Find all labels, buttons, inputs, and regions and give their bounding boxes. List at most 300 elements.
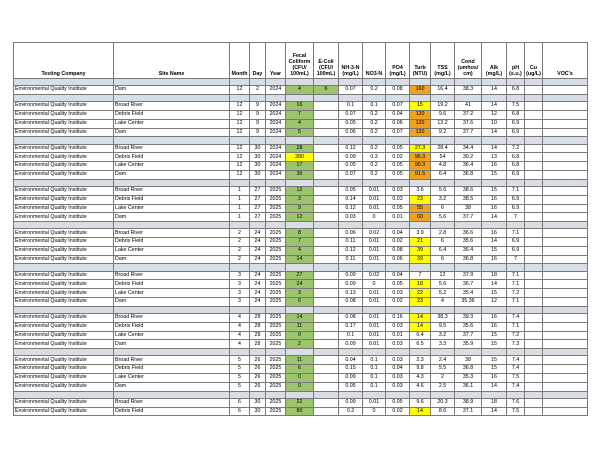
table-cell[interactable]: 0 [363, 280, 386, 289]
table-cell[interactable] [543, 271, 588, 280]
table-cell[interactable] [314, 204, 339, 213]
table-cell[interactable]: Debris Field [114, 407, 230, 416]
table-cell[interactable]: 0.01 [363, 289, 386, 298]
table-cell[interactable]: 0.1 [363, 356, 386, 365]
table-cell[interactable]: 2025 [266, 289, 286, 298]
table-cell[interactable]: Environmental Quality Institute [14, 195, 114, 204]
table-cell[interactable]: 6.9 [507, 246, 525, 255]
table-cell[interactable]: 0.01 [363, 340, 386, 349]
table-cell[interactable]: Environmental Quality Institute [14, 255, 114, 264]
table-cell[interactable] [314, 102, 339, 111]
table-cell[interactable]: 2 [230, 255, 250, 264]
table-cell[interactable] [543, 195, 588, 204]
table-cell[interactable]: 28 [250, 331, 266, 340]
table-cell[interactable]: 0.02 [386, 153, 410, 162]
table-cell[interactable]: 4 [286, 119, 314, 128]
table-cell[interactable]: 7.5 [507, 407, 525, 416]
table-cell[interactable]: 18 [482, 398, 507, 407]
table-cell[interactable]: 7.5 [507, 374, 525, 383]
table-cell[interactable] [543, 213, 588, 222]
table-cell[interactable]: 15 [482, 331, 507, 340]
table-cell[interactable]: 0.01 [363, 314, 386, 323]
table-cell[interactable]: Dam [114, 255, 230, 264]
table-cell[interactable] [314, 382, 339, 391]
table-cell[interactable]: 6.9 [507, 128, 525, 137]
table-cell[interactable]: 13.2 [431, 119, 455, 128]
table-cell[interactable]: 30 [250, 144, 266, 153]
table-cell[interactable]: 12 [230, 170, 250, 179]
table-cell[interactable] [314, 398, 339, 407]
table-cell[interactable]: 2024 [266, 162, 286, 171]
table-cell[interactable] [525, 119, 543, 128]
table-cell[interactable]: 35.6 [455, 238, 482, 247]
table-cell[interactable] [543, 365, 588, 374]
table-cell[interactable]: 38 [455, 204, 482, 213]
table-cell[interactable]: 14 [286, 314, 314, 323]
table-cell[interactable]: Lake Center [114, 331, 230, 340]
table-cell[interactable] [543, 162, 588, 171]
table-cell[interactable]: 12 [230, 128, 250, 137]
table-cell[interactable]: 36 [286, 170, 314, 179]
table-cell[interactable]: 0.12 [339, 204, 363, 213]
table-cell[interactable]: 16 [286, 102, 314, 111]
table-cell[interactable]: 2025 [266, 331, 286, 340]
table-cell[interactable]: 2 [230, 246, 250, 255]
table-cell[interactable]: 0.05 [386, 162, 410, 171]
table-cell[interactable]: 80 [286, 407, 314, 416]
table-cell[interactable]: 280 [286, 153, 314, 162]
table-cell[interactable] [543, 356, 588, 365]
table-cell[interactable]: 18 [482, 271, 507, 280]
table-cell[interactable]: 14 [286, 255, 314, 264]
table-cell[interactable]: 9 [286, 204, 314, 213]
table-cell[interactable]: 0.01 [363, 322, 386, 331]
table-cell[interactable]: Environmental Quality Institute [14, 213, 114, 222]
table-cell[interactable]: 0.06 [386, 255, 410, 264]
table-cell[interactable]: Environmental Quality Institute [14, 144, 114, 153]
table-cell[interactable]: 6.9 [507, 238, 525, 247]
table-cell[interactable]: 0.04 [386, 229, 410, 238]
table-cell[interactable]: 2 [431, 374, 455, 383]
table-cell[interactable]: 38 [455, 356, 482, 365]
table-cell[interactable]: 23 [410, 298, 431, 307]
table-cell[interactable]: 12 [286, 186, 314, 195]
table-cell[interactable]: 6.8 [507, 110, 525, 119]
table-cell[interactable] [314, 162, 339, 171]
table-cell[interactable] [525, 255, 543, 264]
table-cell[interactable]: 0.01 [386, 213, 410, 222]
table-cell[interactable]: 6 [431, 255, 455, 264]
table-cell[interactable]: Environmental Quality Institute [14, 365, 114, 374]
table-cell[interactable]: 2024 [266, 110, 286, 119]
table-cell[interactable]: 5 [230, 356, 250, 365]
table-cell[interactable]: 55 [410, 204, 431, 213]
table-cell[interactable] [314, 170, 339, 179]
table-cell[interactable]: 7.2 [507, 289, 525, 298]
table-cell[interactable] [314, 298, 339, 307]
table-cell[interactable]: Lake Center [114, 204, 230, 213]
table-cell[interactable]: 2025 [266, 186, 286, 195]
table-cell[interactable]: 12 [230, 110, 250, 119]
table-cell[interactable]: Environmental Quality Institute [14, 356, 114, 365]
table-cell[interactable]: Environmental Quality Institute [14, 102, 114, 111]
table-cell[interactable]: Environmental Quality Institute [14, 119, 114, 128]
table-cell[interactable] [314, 331, 339, 340]
table-cell[interactable]: Dam [114, 213, 230, 222]
table-cell[interactable]: 24 [250, 229, 266, 238]
table-cell[interactable]: 9.6 [410, 398, 431, 407]
table-cell[interactable] [525, 382, 543, 391]
table-cell[interactable]: 0.03 [386, 340, 410, 349]
table-cell[interactable] [314, 314, 339, 323]
table-cell[interactable]: 12 [431, 271, 455, 280]
table-cell[interactable] [525, 374, 543, 383]
table-cell[interactable]: 12 [482, 110, 507, 119]
table-cell[interactable]: Dam [114, 298, 230, 307]
table-cell[interactable] [525, 153, 543, 162]
table-cell[interactable]: 0.09 [339, 280, 363, 289]
table-cell[interactable] [314, 213, 339, 222]
table-cell[interactable]: 7.1 [507, 186, 525, 195]
table-cell[interactable]: 24 [250, 246, 266, 255]
table-cell[interactable] [525, 229, 543, 238]
table-cell[interactable]: 4 [286, 246, 314, 255]
table-cell[interactable]: 0.02 [363, 229, 386, 238]
table-cell[interactable]: Dam [114, 340, 230, 349]
table-cell[interactable]: 6 [230, 407, 250, 416]
table-cell[interactable]: 35.6 [455, 322, 482, 331]
table-cell[interactable]: 120 [410, 128, 431, 137]
table-cell[interactable]: Environmental Quality Institute [14, 322, 114, 331]
table-cell[interactable]: 7.1 [507, 229, 525, 238]
table-cell[interactable] [525, 365, 543, 374]
table-cell[interactable]: 54 [431, 153, 455, 162]
table-cell[interactable]: 37.9 [455, 271, 482, 280]
table-cell[interactable]: 12 [230, 153, 250, 162]
table-cell[interactable]: 0.07 [339, 86, 363, 95]
table-cell[interactable] [543, 186, 588, 195]
table-cell[interactable]: 6.8 [507, 86, 525, 95]
table-cell[interactable]: 14 [410, 314, 431, 323]
table-cell[interactable]: 36.4 [455, 162, 482, 171]
table-cell[interactable] [525, 340, 543, 349]
table-cell[interactable]: 5 [230, 374, 250, 383]
table-cell[interactable]: 30 [250, 170, 266, 179]
table-cell[interactable]: 7.2 [507, 144, 525, 153]
table-cell[interactable]: 38.3 [455, 86, 482, 95]
table-cell[interactable]: 0.08 [386, 86, 410, 95]
table-cell[interactable]: Environmental Quality Institute [14, 340, 114, 349]
table-cell[interactable]: 5.6 [431, 280, 455, 289]
table-cell[interactable]: 37.7 [455, 331, 482, 340]
table-cell[interactable]: Environmental Quality Institute [14, 204, 114, 213]
table-cell[interactable] [543, 229, 588, 238]
table-cell[interactable]: 3 [286, 195, 314, 204]
table-cell[interactable]: 3 [230, 289, 250, 298]
table-cell[interactable]: 7 [286, 238, 314, 247]
table-cell[interactable]: 2024 [266, 128, 286, 137]
table-cell[interactable] [543, 382, 588, 391]
table-cell[interactable] [314, 280, 339, 289]
table-cell[interactable]: Environmental Quality Institute [14, 280, 114, 289]
table-cell[interactable]: 0.1 [363, 382, 386, 391]
table-cell[interactable]: 120 [410, 119, 431, 128]
table-cell[interactable]: Debris Field [114, 238, 230, 247]
table-cell[interactable]: 0.15 [339, 365, 363, 374]
table-cell[interactable]: 0.04 [386, 110, 410, 119]
table-cell[interactable] [314, 246, 339, 255]
table-cell[interactable]: 27 [250, 186, 266, 195]
table-cell[interactable]: 2024 [266, 170, 286, 179]
table-cell[interactable]: 0.08 [386, 246, 410, 255]
table-cell[interactable]: 9 [250, 102, 266, 111]
table-cell[interactable] [525, 162, 543, 171]
table-cell[interactable]: 2025 [266, 356, 286, 365]
table-cell[interactable]: 14 [482, 213, 507, 222]
table-cell[interactable]: 6 [314, 86, 339, 95]
table-cell[interactable]: 0.11 [339, 238, 363, 247]
table-cell[interactable]: 15 [410, 102, 431, 111]
table-cell[interactable]: 0.04 [339, 356, 363, 365]
table-cell[interactable]: 3 [230, 271, 250, 280]
table-cell[interactable]: 6.8 [507, 153, 525, 162]
table-cell[interactable]: 0.05 [339, 186, 363, 195]
table-cell[interactable]: 27 [250, 195, 266, 204]
table-cell[interactable]: Broad River [114, 398, 230, 407]
table-cell[interactable]: 0.03 [386, 186, 410, 195]
table-cell[interactable]: 27 [250, 204, 266, 213]
table-cell[interactable]: 36.8 [455, 255, 482, 264]
table-cell[interactable] [525, 195, 543, 204]
table-cell[interactable]: 17 [286, 162, 314, 171]
table-cell[interactable]: 38.9 [455, 398, 482, 407]
table-cell[interactable]: 7.3 [507, 340, 525, 349]
table-cell[interactable]: 0.04 [386, 271, 410, 280]
table-cell[interactable] [543, 374, 588, 383]
table-cell[interactable]: 4.8 [431, 162, 455, 171]
table-cell[interactable]: 5.2 [431, 289, 455, 298]
table-cell[interactable]: 4 [431, 298, 455, 307]
table-cell[interactable]: 2025 [266, 255, 286, 264]
table-cell[interactable] [543, 204, 588, 213]
table-cell[interactable]: 96.3 [410, 153, 431, 162]
table-cell[interactable]: 7.1 [507, 322, 525, 331]
table-cell[interactable]: 1 [230, 186, 250, 195]
table-cell[interactable]: 35.4 [455, 289, 482, 298]
table-cell[interactable]: 8.6 [431, 407, 455, 416]
table-cell[interactable]: Environmental Quality Institute [14, 170, 114, 179]
table-cell[interactable]: 38.6 [455, 186, 482, 195]
table-cell[interactable]: 27 [250, 213, 266, 222]
table-cell[interactable]: 2 [230, 229, 250, 238]
table-cell[interactable]: 22 [286, 398, 314, 407]
table-cell[interactable]: 38.3 [431, 314, 455, 323]
table-cell[interactable]: 30 [250, 398, 266, 407]
table-cell[interactable]: 30 [250, 162, 266, 171]
table-cell[interactable]: 0.2 [339, 407, 363, 416]
table-cell[interactable] [543, 340, 588, 349]
table-cell[interactable]: 11 [286, 356, 314, 365]
table-cell[interactable]: 0.14 [339, 195, 363, 204]
table-cell[interactable]: Environmental Quality Institute [14, 289, 114, 298]
table-cell[interactable]: 0.09 [339, 271, 363, 280]
table-cell[interactable]: 0 [363, 407, 386, 416]
table-cell[interactable]: 28 [286, 144, 314, 153]
table-cell[interactable]: 7 [286, 110, 314, 119]
table-cell[interactable]: Environmental Quality Institute [14, 374, 114, 383]
table-cell[interactable]: 35.3 [455, 374, 482, 383]
table-cell[interactable]: 15 [482, 170, 507, 179]
table-cell[interactable]: 0 [286, 331, 314, 340]
table-cell[interactable]: 0.02 [363, 271, 386, 280]
table-cell[interactable]: 12 [230, 162, 250, 171]
table-cell[interactable]: Dam [114, 86, 230, 95]
table-cell[interactable]: Environmental Quality Institute [14, 407, 114, 416]
table-cell[interactable]: 6.9 [507, 170, 525, 179]
table-cell[interactable] [543, 170, 588, 179]
table-cell[interactable]: 39 [410, 255, 431, 264]
table-cell[interactable] [543, 246, 588, 255]
table-cell[interactable]: 30 [250, 153, 266, 162]
table-cell[interactable]: 90.3 [410, 162, 431, 171]
table-cell[interactable]: 16 [482, 374, 507, 383]
table-cell[interactable]: 24 [286, 280, 314, 289]
table-cell[interactable]: 9 [250, 128, 266, 137]
table-cell[interactable]: 0 [363, 213, 386, 222]
table-cell[interactable]: 36.8 [455, 365, 482, 374]
table-cell[interactable]: 160 [410, 86, 431, 95]
table-cell[interactable]: 5.6 [431, 186, 455, 195]
table-cell[interactable] [314, 153, 339, 162]
table-cell[interactable]: 39 [410, 246, 431, 255]
table-cell[interactable]: 9.8 [410, 365, 431, 374]
table-cell[interactable] [314, 238, 339, 247]
table-cell[interactable]: 2025 [266, 229, 286, 238]
table-cell[interactable]: 3.9 [410, 229, 431, 238]
table-cell[interactable] [543, 322, 588, 331]
table-cell[interactable]: 3.2 [431, 195, 455, 204]
table-cell[interactable]: Environmental Quality Institute [14, 86, 114, 95]
table-cell[interactable]: 15 [482, 186, 507, 195]
table-cell[interactable]: 16 [482, 195, 507, 204]
table-cell[interactable]: 27.3 [410, 144, 431, 153]
table-cell[interactable]: Debris Field [114, 322, 230, 331]
table-cell[interactable]: 0.03 [386, 289, 410, 298]
table-cell[interactable]: 0.1 [339, 102, 363, 111]
table-cell[interactable]: 91.5 [410, 170, 431, 179]
table-cell[interactable]: 3 [230, 280, 250, 289]
table-cell[interactable]: 26 [250, 365, 266, 374]
table-cell[interactable]: Broad River [114, 314, 230, 323]
table-cell[interactable]: Environmental Quality Institute [14, 162, 114, 171]
table-cell[interactable]: 16 [482, 322, 507, 331]
table-cell[interactable] [543, 331, 588, 340]
table-cell[interactable]: 0.01 [363, 246, 386, 255]
table-cell[interactable] [543, 86, 588, 95]
table-cell[interactable]: 2 [230, 238, 250, 247]
table-cell[interactable] [525, 110, 543, 119]
table-cell[interactable]: 0.07 [386, 102, 410, 111]
table-cell[interactable] [525, 246, 543, 255]
table-cell[interactable]: 0.2 [363, 162, 386, 171]
table-cell[interactable]: 7 [410, 271, 431, 280]
table-cell[interactable] [314, 255, 339, 264]
table-cell[interactable]: 0.05 [386, 144, 410, 153]
table-cell[interactable]: 9.2 [431, 128, 455, 137]
table-cell[interactable]: Environmental Quality Institute [14, 398, 114, 407]
table-cell[interactable] [525, 298, 543, 307]
table-cell[interactable]: 15 [482, 365, 507, 374]
table-cell[interactable]: 24 [250, 298, 266, 307]
table-cell[interactable]: 2024 [266, 153, 286, 162]
table-cell[interactable]: 6.9 [507, 195, 525, 204]
table-cell[interactable]: 36.4 [455, 246, 482, 255]
table-cell[interactable]: 2.8 [431, 229, 455, 238]
table-cell[interactable] [543, 153, 588, 162]
table-cell[interactable]: 14 [482, 144, 507, 153]
table-cell[interactable]: 36.6 [455, 229, 482, 238]
table-cell[interactable]: 2.3 [410, 356, 431, 365]
table-cell[interactable]: 0.09 [339, 398, 363, 407]
table-cell[interactable]: 15 [482, 340, 507, 349]
table-cell[interactable]: 4.3 [410, 374, 431, 383]
table-cell[interactable]: 16.4 [431, 86, 455, 95]
table-cell[interactable]: 0.2 [363, 128, 386, 137]
table-cell[interactable] [543, 110, 588, 119]
table-cell[interactable]: 0.09 [339, 340, 363, 349]
table-cell[interactable]: 14 [482, 280, 507, 289]
table-cell[interactable] [525, 289, 543, 298]
table-cell[interactable]: 14 [482, 128, 507, 137]
table-cell[interactable]: 2025 [266, 322, 286, 331]
table-cell[interactable]: 2025 [266, 246, 286, 255]
table-cell[interactable]: 1 [230, 213, 250, 222]
table-cell[interactable]: 2025 [266, 238, 286, 247]
table-cell[interactable]: 21 [410, 238, 431, 247]
table-cell[interactable]: Environmental Quality Institute [14, 153, 114, 162]
table-cell[interactable]: 23 [410, 195, 431, 204]
table-cell[interactable] [525, 238, 543, 247]
table-cell[interactable]: 7.6 [507, 398, 525, 407]
table-cell[interactable]: 3.6 [410, 186, 431, 195]
table-cell[interactable]: 24 [250, 280, 266, 289]
table-cell[interactable]: 7.5 [507, 102, 525, 111]
table-cell[interactable]: 0.06 [386, 119, 410, 128]
table-cell[interactable] [543, 128, 588, 137]
table-cell[interactable]: 28 [250, 314, 266, 323]
table-cell[interactable]: 2025 [266, 398, 286, 407]
table-cell[interactable] [543, 102, 588, 111]
table-cell[interactable]: 2025 [266, 407, 286, 416]
table-cell[interactable]: 0.09 [339, 153, 363, 162]
table-cell[interactable]: 9.6 [431, 110, 455, 119]
table-cell[interactable] [525, 213, 543, 222]
table-cell[interactable]: 28.4 [431, 144, 455, 153]
table-cell[interactable]: 0.03 [339, 213, 363, 222]
table-cell[interactable]: Debris Field [114, 153, 230, 162]
table-cell[interactable]: 11 [286, 322, 314, 331]
table-cell[interactable] [525, 204, 543, 213]
table-cell[interactable]: 0.3 [363, 153, 386, 162]
table-cell[interactable]: 2.5 [431, 382, 455, 391]
table-cell[interactable]: Debris Field [114, 280, 230, 289]
table-cell[interactable]: 5 [230, 382, 250, 391]
table-cell[interactable]: 16 [482, 162, 507, 171]
table-cell[interactable]: 12 [230, 102, 250, 111]
table-cell[interactable]: 24 [250, 289, 266, 298]
table-cell[interactable]: Lake Center [114, 246, 230, 255]
table-cell[interactable]: Lake Center [114, 119, 230, 128]
